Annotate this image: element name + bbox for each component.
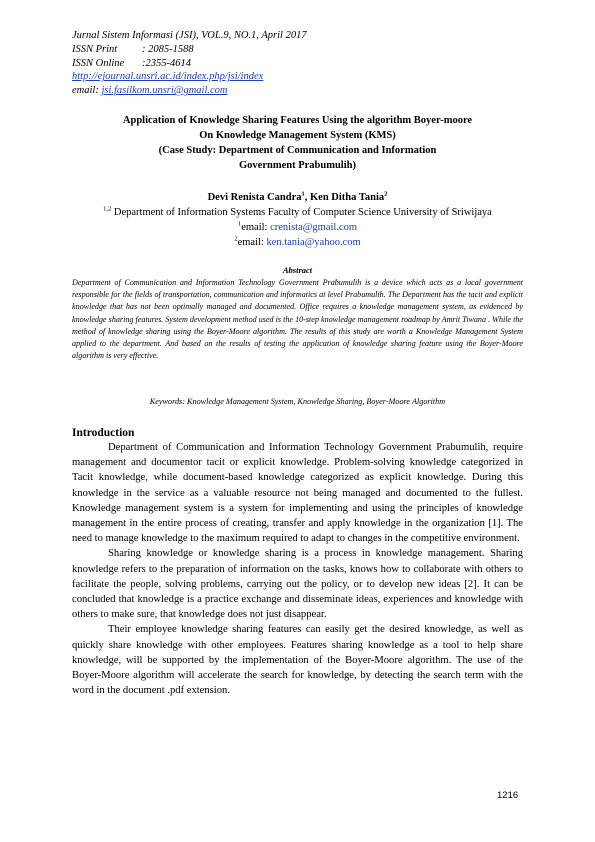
issn-online	[72, 57, 307, 71]
author-2-sup: 2	[384, 190, 388, 198]
journal-header	[72, 29, 307, 98]
author-1: Devi Renista Candra	[207, 192, 302, 203]
abstract-text: Department of Communication and Information Technology Government Prabumulih is a device which acts as a local government responsible for the fields of transportation, communication and informatics at level Prabumulih. The Department has the tacit and explicit knowledge that has not been optimally managed and documented. Office requires a knowledge management system, as evidenced by knowledge sharing features. System development method used is the 10-step knowledge management roadmap by Amrit Tiwana . While the method of knowledge sharing using the Boyer-Moore algorithm. The results of this study are worth a Knowledge Management System applied to the department. And based on the results of testing the application of knowledge sharing feature using the Boyer-Moore algorithm is very effective.	[72, 278, 523, 361]
author-block	[60, 190, 535, 250]
affiliation-text: Department of Information Systems Faculty of Computer Science University of Sriwijaya	[113, 207, 492, 218]
issn-online-label: ISSN Online	[72, 57, 125, 69]
journal-email-label: email:	[72, 85, 102, 97]
section-heading-introduction: Introduction	[72, 427, 135, 439]
paragraph-3: Their employee knowledge sharing features can easily get the desired knowledge, as well as quickly share knowledge with other employees. Features sharing knowledge as a tool to help share knowledge, will be supported by the implementation of the Boyer-Moore algorithm. The use of the Boyer-Moore algorithm will accelerate the search for knowledge, by detecting the search term with the word in the document .pdf extension.	[72, 624, 523, 697]
title-line-3: (Case Study: Department of Communication and Information	[158, 145, 437, 156]
body-text	[72, 440, 523, 698]
email-2-sup: 2	[234, 235, 238, 243]
email-1-sup: 1	[237, 220, 242, 228]
title-line-4: Government Prabumulih)	[239, 160, 356, 171]
email-1-label: email:	[241, 222, 271, 233]
author-names	[60, 190, 535, 205]
title-line-1: Application of Knowledge Sharing Features Using the algorithm Boyer-moore	[122, 115, 473, 126]
paragraph-2: Sharing knowledge or knowledge sharing is a process in knowledge management. Sharing knowledge refers to the preparation of information on the tasks, knows how to collaborate with others to facilitate the people, solving problems, carrying out the policy, or to develop new ideas [2]. It can be concluded that knowledge is a practice exchange and disseminate ideas, experiences and knowledge with others to make sure, that knowledge does not just disappear.	[72, 548, 523, 621]
journal-url-link[interactable]: http://ejournal.unsri.ac.id/index.php/jsi/index	[72, 71, 264, 83]
author-1-sup: 1	[301, 190, 305, 198]
journal-email-row	[72, 84, 307, 98]
author-separator: ,	[304, 192, 311, 203]
issn-print	[72, 43, 307, 57]
issn-print-label: ISSN Print	[72, 43, 118, 55]
author-email-1	[60, 220, 535, 235]
issn-print-value: : 2085-1588	[142, 43, 194, 55]
title-line-2: On Knowledge Management System (KMS)	[199, 130, 396, 141]
abstract-heading: Abstract	[282, 265, 313, 275]
email-1-address[interactable]: crenista@gmail.com	[270, 222, 358, 233]
journal-name: Jurnal Sistem Informasi (JSI), VOL.9, NO.1, April 2017	[72, 30, 307, 41]
page-number: 1216	[497, 790, 519, 801]
issn-online-value: :2355-4614	[142, 57, 191, 69]
journal-email-link[interactable]: jsi.fasilkom.unsri@gmail.com	[101, 85, 228, 97]
journal-url-row	[72, 70, 307, 84]
keywords: Keywords: Knowledge Management System, Knowledge Sharing, Boyer-Moore Algorithm	[149, 397, 446, 406]
affiliation	[60, 205, 535, 220]
author-email-2	[60, 235, 535, 250]
paragraph-1: Department of Communication and Information Technology Government Prabumulih, require management and documentor tacit or explicit knowledge. Problem-solving knowledge categorized in Tacit knowledge, while document-based knowledge categorized as explicit knowledge. During this knowledge in the service as a valuable resource not being managed and documented to the fullest. Knowledge management system is a system for implementing and using the principles of knowledge management in the entire process of creating, transfer and apply knowledge in the organization [1]. The need to manage knowledge to the maximum required to adapt to changes in the competitive environment.	[72, 442, 523, 545]
paper-title	[72, 113, 523, 173]
email-2-address[interactable]: ken.tania@yahoo.com	[266, 237, 361, 248]
email-2-label: email:	[237, 237, 267, 248]
author-2: Ken Ditha Tania	[310, 192, 385, 203]
affiliation-sup: 1,2	[103, 205, 112, 213]
